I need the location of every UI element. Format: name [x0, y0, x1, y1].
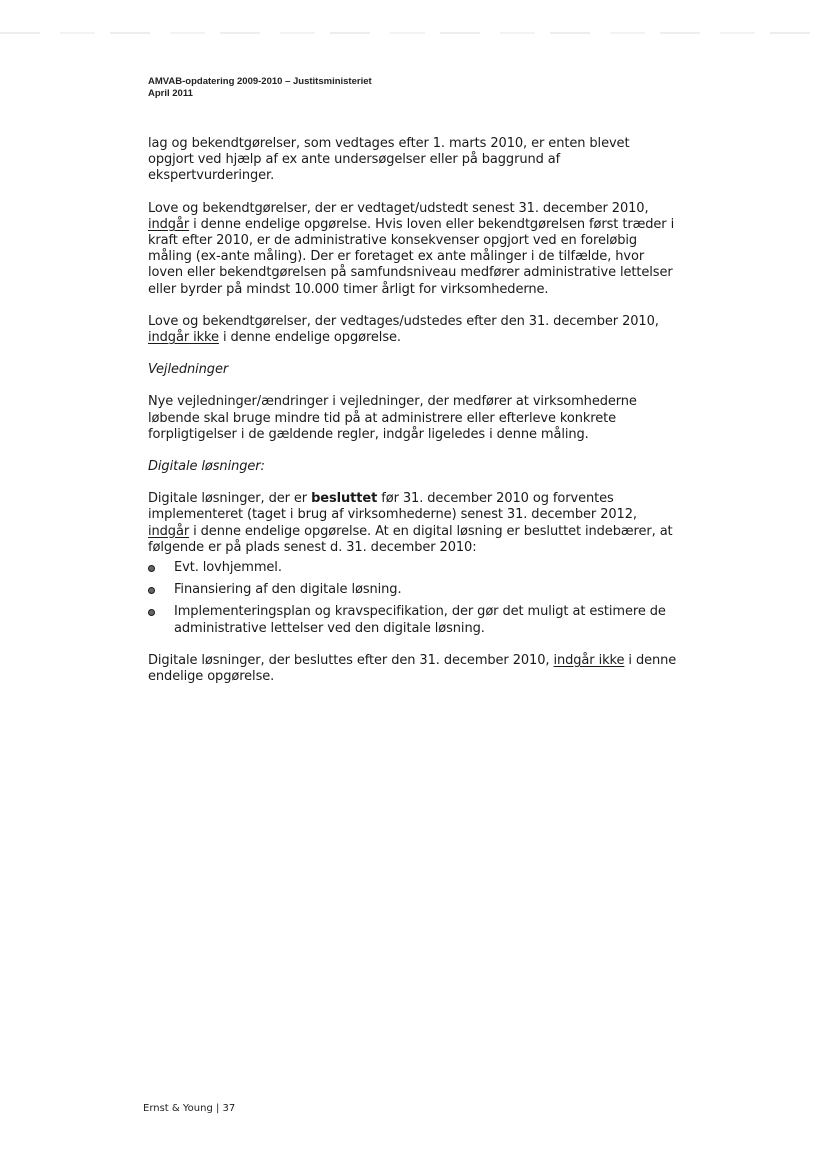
bold-term: besluttet: [311, 491, 378, 507]
text-segment: Digitale løsninger, der er: [148, 491, 312, 507]
text-segment: Love og bekendtgørelser, der er vedtaget/udstedt senest 31. december 2010,: [148, 200, 649, 216]
header-title: AMVAB-opdatering 2009-2010 – Justitsministeriet: [148, 76, 372, 87]
text-segment: før 31. december 2010 og forventes implementeret (taget i brug af virksomhederne) senest 31. december 2012,: [148, 491, 637, 523]
section-digitale-loesninger: [148, 459, 678, 637]
page-header: [148, 76, 372, 100]
text-segment: i denne endelige opgørelse.: [148, 652, 677, 685]
underlined-term: indgår ikke: [148, 330, 219, 346]
underlined-term: indgår ikke: [553, 652, 625, 668]
page-footer: Ernst & Young | 37: [143, 1103, 236, 1114]
bullet-list: [148, 560, 678, 637]
list-item: [148, 582, 678, 598]
bullet-icon: [148, 587, 155, 594]
paragraph-love-vedtaget: [148, 201, 678, 298]
text-segment: i denne endelige opgørelse. Hvis loven eller bekendtgørelsen først træder i kraft efter 2010, er de administrative konsekvenser opgjort ved en foreløbig måling (ex-ante måling). Der er foretaget ex ante målinger i de tilfælde, hvor loven eller bekendtgørelsen på samfundsniveau medfører administrative lettelser eller byrder på mindst 10.000 timer årligt for virksomhederne.: [148, 216, 675, 297]
section-body: Nye vejledninger/ændringer i vejledninger, der medfører at virksomhederne løbende skal bruge mindre tid på at administrere eller efterleve konkrete forpligtigelser i de gældende regler, indgår ligeledes i denne måling.: [148, 394, 637, 442]
list-item-text: Finansiering af den digitale løsning.: [174, 582, 402, 598]
list-item-text: Implementeringsplan og kravspecifikation, der gør det muligt at estimere de administrative lettelser ved den digitale løsning.: [174, 604, 666, 636]
text-segment: i denne endelige opgørelse. At en digital løsning er besluttet indebærer, at følgende er på plads senest d. 31. december 2010:: [148, 523, 673, 555]
paragraph-love-efter: [148, 314, 678, 346]
header-date: April 2011: [148, 88, 193, 99]
list-item: [148, 604, 678, 636]
list-item: [148, 560, 678, 576]
list-item-text: Evt. lovhjemmel.: [174, 560, 282, 576]
bullet-icon: [148, 565, 155, 572]
paragraph-continuation: lag og bekendtgørelser, som vedtages efter 1. marts 2010, er enten blevet opgjort ved hjælp af ex ante undersøgelser eller på baggrund af ekspertvurderinger.: [148, 136, 630, 184]
text-segment: Digitale løsninger, der besluttes efter den 31. december 2010,: [148, 652, 554, 668]
bullet-icon: [148, 609, 155, 616]
section-heading: Vejledninger: [148, 362, 229, 378]
document-body: [148, 136, 678, 701]
paragraph-digitale-efter: [148, 653, 678, 685]
scan-artifact-line: [0, 32, 826, 34]
underlined-term: indgår: [148, 523, 190, 539]
underlined-term: indgår: [148, 216, 190, 232]
text-segment: Love og bekendtgørelser, der vedtages/udstedes efter den 31. december 2010,: [148, 313, 659, 329]
text-segment: i denne endelige opgørelse.: [218, 330, 401, 346]
section-heading: Digitale løsninger:: [148, 459, 265, 475]
section-vejledninger: [148, 362, 678, 443]
section-body: [148, 491, 678, 556]
